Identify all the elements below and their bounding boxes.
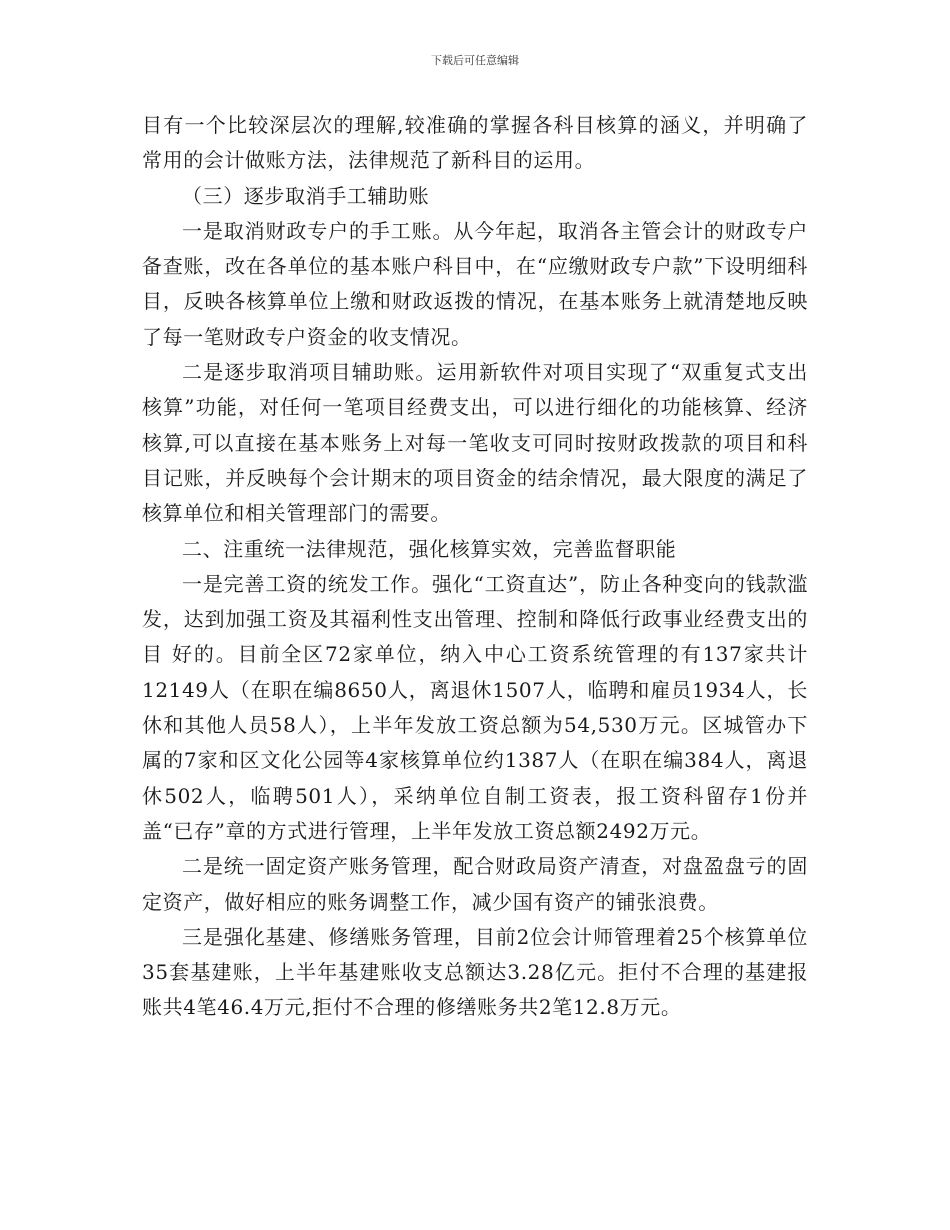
page-header-note: 下载后可任意编辑 (431, 54, 519, 67)
document-body (142, 108, 808, 1026)
paragraph-continuation: 目有一个比较深层次的理解,较准确的掌握各科目核算的涵义，并明确了常用的会计做账方法，法律规范了新科目的运用。 (142, 113, 808, 173)
section-heading-regulation: 二、注重统一法律规范，强化核算实效，完善监督职能 (182, 536, 677, 561)
paragraph-fixed-assets: 二是统一固定资产账务管理，配合财政局资产清查，对盘盈盘亏的固定资产，做好相应的账务调整工作，减少国有资产的铺张浪费。 (142, 854, 808, 914)
paragraph-special-account: 一是取消财政专户的手工账。从今年起，取消各主管会计的财政专户备查账，改在各单位的基本账户科目中，在“应缴财政专户款”下设明细科目，反映各核算单位上缴和财政返拨的情况，在基本账务上就清楚地反映了每一笔财政专户资金的收支情况。 (142, 218, 808, 349)
paragraph-payroll: 一是完善工资的统发工作。强化“工资直达”，防止各种变向的钱款滥发，达到加强工资及其福利性支出管理、控制和降低行政事业经费支出的目 好的。目前全区72家单位，纳入中心工资系统管理的有137家共计12149人（在职在编8650人，离退休1507人，临聘和雇员1934人，长休和其他人员58人），上半年发放工资总额为54,530万元。区城管办下属的7家和区文化公园等4家核算单位约1387人（在职在编384人，离退休502人，临聘501人），采纳单位自制工资表，报工资科留存1份并盖“已存”章的方式进行管理，上半年发放工资总额2492万元。 (142, 571, 808, 843)
paragraph-capital-construction: 三是强化基建、修缮账务管理，目前2位会计师管理着25个核算单位35套基建账，上半年基建账收支总额达3.28亿元。拒付不合理的基建报账共4笔46.4万元,拒付不合理的修缮账务共2笔12.8万元。 (142, 924, 808, 1020)
section-heading-manual-ledger: （三）逐步取消手工辅助账 (182, 183, 430, 208)
paragraph-project-ledger: 二是逐步取消项目辅助账。运用新软件对项目实现了“双重复式支出核算”功能，对任何一笔项目经费支出，可以进行细化的功能核算、经济核算,可以直接在基本账务上对每一笔收支可同时按财政拨款的项目和科目记账，并反映每个会计期末的项目资金的结余情况，最大限度的满足了核算单位和相关管理部门的需要。 (142, 360, 808, 526)
